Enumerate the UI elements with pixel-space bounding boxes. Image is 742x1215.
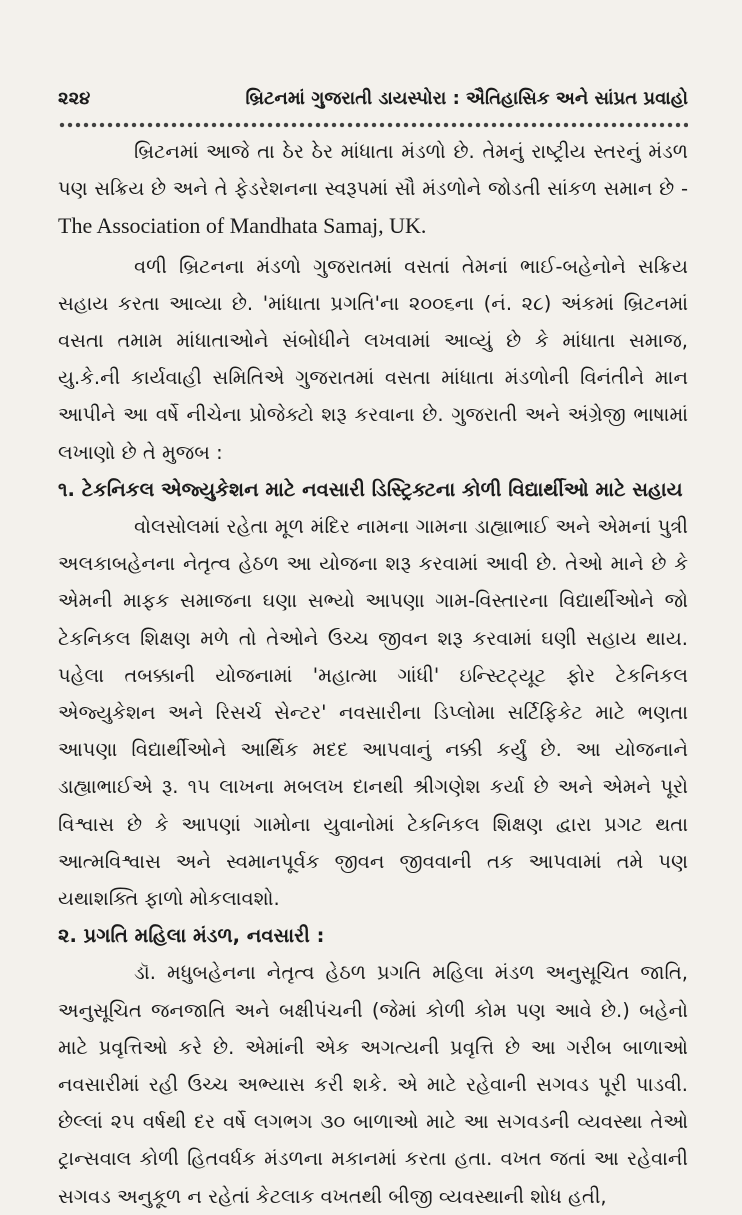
paragraph-mandhata-associations [58,133,688,246]
paragraph-1-gujarati: બ્રિટનમાં આજે તા ઠેર ઠેર માંધાતા મંડળો છે. તેમનું રાષ્ટ્રીય સ્તરનું મંડળ પણ સક્રિય છે અને તે ફેડરેશનના સ્વરૂપમાં સૌ મંડળોને જોડતી સાંકળ સમાન છે - [58,140,688,201]
paragraph-technical-education: વોલસોલમાં રહેતા મૂળ મંદિર નામના ગામના ડાહ્યાભાઈ અને એમનાં પુત્રી અલકાબહેનના નેતૃત્વ હેઠળ આ યોજના શરૂ કરવામાં આવી છે. તેઓ માને છે કે એમની માફક સમાજના ઘણા સભ્યો આપણા ગામ-વિસ્તારના વિદ્યાર્થીઓને જો ટેકનિકલ શિક્ષણ મળે તો તેઓને ઉચ્ચ જીવન શરૂ કરવામાં ઘણી સહાય થાય. પહેલા તબક્કાની યોજનામાં 'મહાત્મા ગાંધી' ઇન્સ્ટિટ્યૂટ ફોર ટેકનિકલ એજ્યુકેશન અને રિસર્ચ સેન્ટર' નવસારીના ડિપ્લોમા સર્ટિફિકેટ માટે ભણતા આપણા વિદ્યાર્થીઓને આર્થિક મદદ આપવાનું નક્કી કર્યું છે. આ યોજનાને ડાહ્યાભાઈએ રૂ. ૧૫ લાખના મબલખ દાનથી શ્રીગણેશ કર્યા છે અને એમને પૂરો વિશ્વાસ છે કે આપણાં ગામોના યુવાનોમાં ટેકનિકલ શિક્ષણ દ્વારા પ્રગટ થતા આત્મવિશ્વાસ અને સ્વમાનપૂર્વક જીવન જીવવાની તક આપવામાં તમે પણ યથાશક્તિ ફાળો મોકલાવશો. [58,515,688,911]
section-heading-technical-education: ૧. ટેકનિકલ એજ્યુકેશન માટે નવસારી ડિસ્ટ્રિક્ટના કોળી વિદ્યાર્થીઓ માટે સહાય [58,477,683,501]
paragraph-mahila-mandal: ડૉ. મધુબહેનના નેતૃત્વ હેઠળ પ્રગતિ મહિલા મંડળ અનુસૂચિત જાતિ, અનુસૂચિત જનજાતિ અને બક્ષીપંચની (જેમાં કોળી કોમ પણ આવે છે.) બહેનો માટે પ્રવૃત્તિઓ કરે છે. એમાંની એક અગત્યની પ્રવૃત્તિ છે આ ગરીબ બાળાઓ નવસારીમાં રહી ઉચ્ચ અભ્યાસ કરી શકે. એ માટે રહેવાની સગવડ પૂરી પાડવી. છેલ્લાં ૨૫ વર્ષથી દર વર્ષે લગભગ ૩૦ બાળાઓ માટે આ સગવડની વ્યવસ્થા તેઓ ટ્રાન્સવાલ કોળી હિતવર્ધક મંડળના મકાનમાં કરતા હતા. વખત જતાં આ રહેવાની સગવડ અનુકૂળ ન રહેતાં કેટલાક વખતથી બીજી વ્યવસ્થાની શોધ હતી, [58,961,688,1208]
paragraph-support-projects: વળી બ્રિટનના મંડળો ગુજરાતમાં વસતાં તેમનાં ભાઈ-બહેનોને સક્રિય સહાય કરતા આવ્યા છે. 'માંધાતા પ્રગતિ'ના ૨૦૦૬ના (નં. ૨૮) અંકમાં બ્રિટનમાં વસતા તમામ માંધાતાઓને સંબોધીને લખવામાં આવ્યું છે કે માંધાતા સમાજ, યુ.કે.ની કાર્યવાહી સમિતિએ ગુજરાતમાં વસતા માંધાતા મંડળોની વિનંતીને માન આપીને આ વર્ષે નીચેના પ્રોજેક્ટો શરૂ કરવાના છે. ગુજરાતી અને અંગ્રેજી ભાષામાં લખાણો છે તે મુજબ : [58,254,688,464]
association-name: The Association of Mandhata Samaj, UK. [58,213,427,239]
running-title: બ્રિટનમાં ગુજરાતી ડાયસ્પોરા : ઐતિહાસિક અને સાંપ્રત પ્રવાહો [245,88,688,109]
section-heading-mahila-mandal: ૨. પ્રગતિ મહિલા મંડળ, નવસારી : [58,924,325,948]
page-number: ૨૨૪ [58,88,91,109]
header-divider [58,121,688,129]
running-header [58,88,688,121]
